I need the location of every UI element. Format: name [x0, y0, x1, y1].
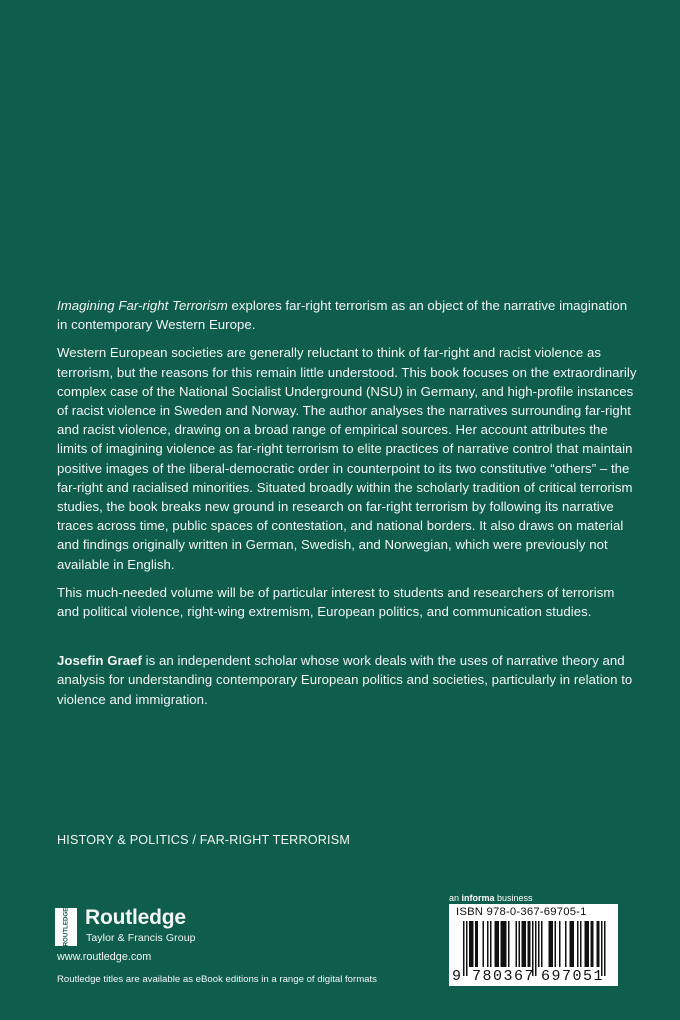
barcode-bar — [516, 921, 518, 967]
barcode-bar — [580, 921, 582, 967]
barcode-bar — [573, 921, 575, 967]
isbn-text: ISBN 978-0-367-69705-1 — [456, 906, 587, 918]
barcode-bar — [592, 921, 594, 967]
informa-brand: informa — [461, 893, 495, 903]
barcode-bar — [472, 921, 474, 967]
barcode-bar — [498, 921, 500, 967]
barcode-bar — [604, 921, 606, 976]
subject-category: HISTORY & POLITICS / FAR-RIGHT TERRORISM — [57, 833, 351, 847]
barcode-bar — [519, 921, 521, 967]
back-cover-blurb — [57, 296, 637, 718]
barcode-bar — [570, 921, 572, 967]
description-paragraph-3: This much-needed volume will be of particular interest to students and researchers of terrorism and political violence, right-wing extremism, European politics, and communication studies. — [57, 584, 615, 620]
author-bio: Josefin Graef is an independent scholar whose work deals with the uses of narrative theory and analysis for understanding contemporary European politics and societies, particularly in relation to violence and immigration. — [57, 653, 633, 707]
isbn-barcode — [449, 904, 618, 986]
barcode-bar — [483, 921, 485, 967]
barcode-bar — [490, 921, 492, 967]
barcode-bar — [477, 921, 479, 967]
barcode-bar — [597, 921, 599, 967]
publisher-website: www.routledge.com — [57, 951, 152, 963]
barcode-bar — [541, 921, 543, 967]
description-paragraph-1: Imagining Far-right Terrorism explores far-right terrorism as an object of the narrative imagination in contemporary Western Europe. — [57, 298, 628, 333]
barcode-bar — [529, 921, 531, 967]
description-paragraph-2: Western European societies are generally reluctant to think of far-right and racist violence as terrorism, but the reasons for this remain little understood. This book focuses on the extraordinarily complex case of the National Socialist Underground (NSU) in Germany, and high-profile instances of racist violence in Sweden and Norway. The author analyses the narratives surrounding far-right and racist violence, drawing on a broad range of empirical sources. Her account attributes the limits of imagining violence as far-right terrorism to elite practices of narrative control that maintain positive images of the liberal-democratic order in counterpoint to its two constitutive “others” – the far-right and racialised minorities. Situated broadly within the scholarly tradition of critical terrorism studies, the book breaks new ground in research on far-right terrorism by following its narrative traces across time, public spaces of contestation, and national borders. It also draws on material and findings originally written in German, Swedish, and Norwegian, which were previously not available in English. — [57, 345, 637, 572]
ebook-note: Routledge titles are available as eBook editions in a range of digital formats — [57, 974, 377, 985]
barcode-digits-left: 780367 — [472, 968, 536, 985]
barcode-bar — [585, 921, 587, 967]
barcode-bar — [502, 921, 504, 967]
barcode-bar — [571, 921, 573, 967]
barcode-bar — [496, 921, 498, 967]
barcode-bar — [586, 921, 588, 967]
barcode-bar — [508, 921, 510, 967]
author-name: Josefin Graef — [57, 653, 142, 669]
barcode-bar — [495, 921, 497, 967]
barcode-bar — [598, 921, 600, 967]
barcode-bar — [475, 921, 477, 967]
barcode-bar — [538, 921, 540, 967]
publisher-name: Routledge — [85, 906, 186, 929]
routledge-logo — [55, 908, 255, 948]
barcode-bar — [565, 921, 567, 967]
barcode-bar — [466, 921, 468, 976]
barcode-bar — [469, 921, 471, 967]
barcode-bar — [559, 921, 561, 967]
barcode-bar — [552, 921, 554, 967]
barcode-bar — [522, 921, 524, 967]
barcode-bar — [504, 921, 506, 967]
barcode-bar — [528, 921, 530, 967]
barcode-bar — [550, 921, 552, 967]
barcode-bar — [523, 921, 525, 967]
barcode-digit-first: 9 — [452, 968, 462, 985]
barcode-bar — [535, 921, 537, 976]
routledge-logo-letters: ROUTLEDGE — [62, 908, 70, 946]
barcode-bar — [549, 921, 551, 967]
routledge-logo-icon — [55, 908, 77, 946]
publisher-group: Taylor & Francis Group — [86, 932, 196, 944]
barcode-bar — [505, 921, 507, 967]
barcode-bar — [555, 921, 557, 967]
barcode-bar — [463, 921, 465, 976]
barcode-bar — [525, 921, 527, 967]
barcode-bar — [471, 921, 473, 967]
barcode-digits-right: 697051 — [541, 968, 605, 985]
barcode-bar — [501, 921, 503, 967]
book-title: Imagining Far-right Terrorism — [57, 298, 228, 313]
informa-business-label: an informa business — [449, 893, 533, 903]
barcode-bar — [591, 921, 593, 967]
barcode-bar — [588, 921, 590, 967]
barcode-bar — [577, 921, 579, 967]
barcode-bar — [487, 921, 489, 967]
